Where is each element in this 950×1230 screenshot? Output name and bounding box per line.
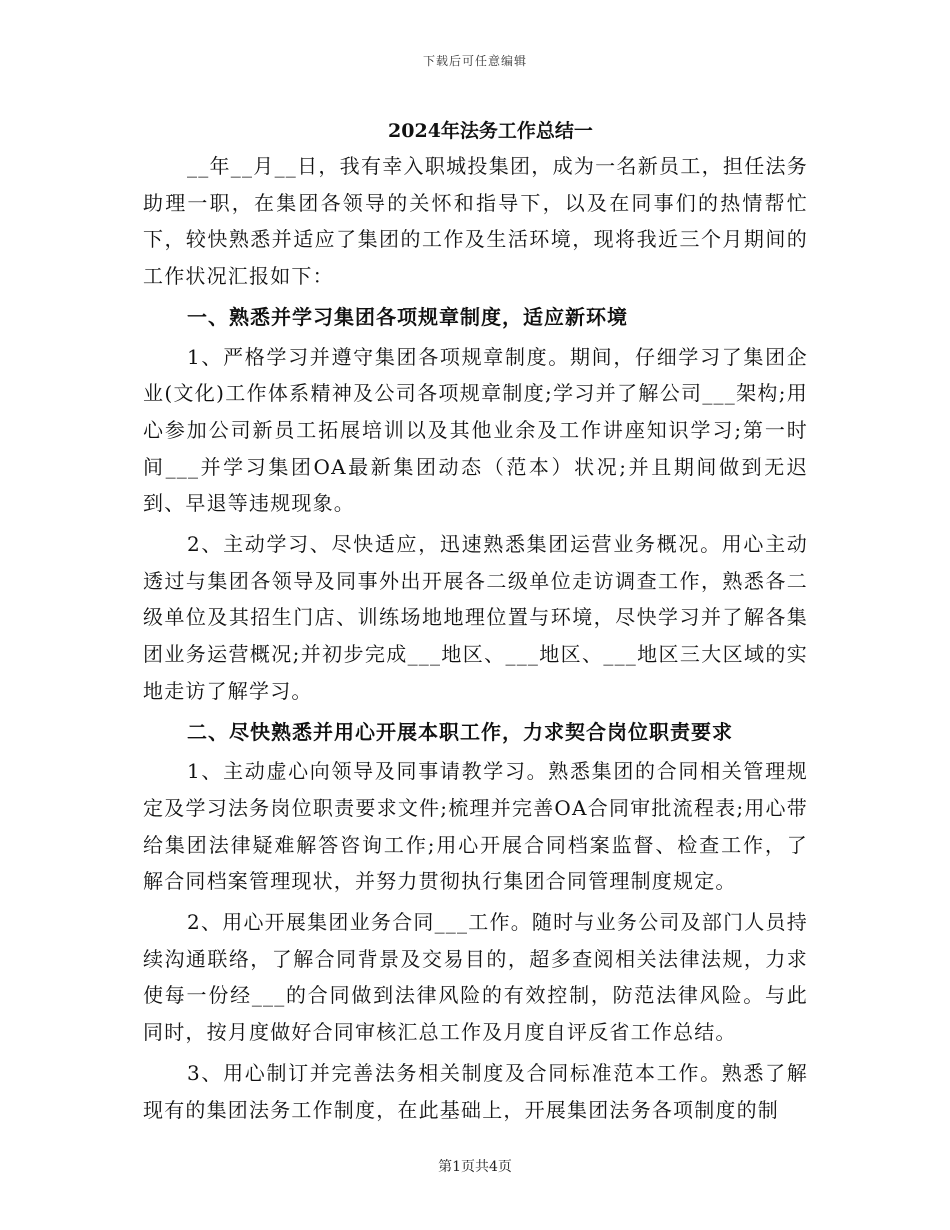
document-body: [143, 114, 808, 1132]
document-title: 2024年法务工作总结一: [388, 120, 593, 142]
section-2-paragraph-3: 3、用心制订并完善法务相关制度及合同标准范本工作。熟悉了解现有的集团法务工作制度，在此基础上，开展集团法务各项制度的制: [143, 1060, 808, 1122]
page-header: 下载后可任意编辑: [422, 54, 527, 68]
page-footer: 第1页共4页: [438, 1159, 512, 1175]
section-1-paragraph-1: 1、严格学习并遵守集团各项规章制度。期间，仔细学习了集团企业(文化)工作体系精神及公司各项规章制度;学习并了解公司___架构;用心参加公司新员工拓展培训以及其他业余及工作讲座知识学习;第一时间___并学习集团OA最新集团动态（范本）状况;并且期间做到无迟到、早退等违规现象。: [143, 344, 808, 516]
section-2-heading: 二、尽快熟悉并用心开展本职工作，力求契合岗位职责要求: [187, 719, 733, 744]
section-1-paragraph-2: 2、主动学习、尽快适应，迅速熟悉集团运营业务概况。用心主动透过与集团各领导及同事外出开展各二级单位走访调查工作，熟悉各二级单位及其招生门店、训练场地地理位置与环境，尽快学习并了解各集团业务运营概况;并初步完成___地区、___地区、___地区三大区域的实地走访了解学习。: [143, 532, 808, 703]
section-2-paragraph-1: 1、主动虚心向领导及同事请教学习。熟悉集团的合同相关管理规定及学习法务岗位职责要求文件;梳理并完善OA合同审批流程表;用心带给集团法律疑难解答咨询工作;用心开展合同档案监督、检查工作，了解合同档案管理现状，并努力贯彻执行集团合同管理制度规定。: [143, 759, 808, 894]
section-1-heading: 一、熟悉并学习集团各项规章制度，适应新环境: [187, 304, 628, 329]
section-2-paragraph-2: 2、用心开展集团业务合同___工作。随时与业务公司及部门人员持续沟通联络，了解合同背景及交易目的，超多查阅相关法律法规，力求使每一份经___的合同做到法律风险的有效控制，防范法律风险。与此同时，按月度做好合同审核汇总工作及月度自评反省工作总结。: [143, 910, 808, 1045]
intro-paragraph: __年__月__日，我有幸入职城投集团，成为一名新员工，担任法务助理一职，在集团各领导的关怀和指导下，以及在同事们的热情帮忙下，较快熟悉并适应了集团的工作及生活环境，现将我近三个月期间的工作状况汇报如下：: [143, 154, 808, 289]
